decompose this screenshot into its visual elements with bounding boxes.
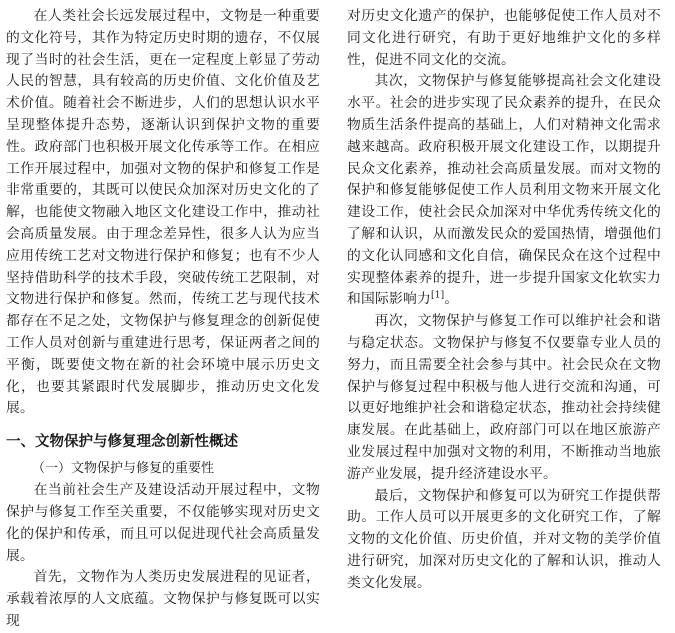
citation-marker: [1] [430, 290, 445, 301]
section-title: 一、文物保护与修复理念创新性概述 [6, 434, 238, 451]
third-point-paragraph: 再次，文物保护与修复工作可以维护社会和谐与稳定状态。文物保护与修复不仅要靠专业人员的努力，而且需要全社会参与其中。社会民众在文物保护与修复过程中积极与他人进行交流和沟通，可以更好地维护社会和谐稳定状态，推动社会持续健康发展。在此基础上，政府部门可以在地区旅游产业发展过程中加强对文物的利用，不断推动当地旅游产业发展，提升经济建设水平。 [347, 313, 661, 482]
second-point-end: 。 [444, 291, 459, 308]
first-point-paragraph: 首先，文物作为人类历史发展进程的见证者，承载着浓厚的人文底蕴。文物保护与修复既可以实现 [6, 569, 320, 629]
first-point-continued: 对历史文化遗产的保护，也能够促使工作人员对不同文化进行研究，有助于更好地维护文化的多样性，促进不同文化的交流。 [347, 8, 661, 68]
intro-paragraph: 在人类社会长远发展过程中，文物是一种重要的文化符号，其作为特定历史时期的遗存，不仅展现了当时的社会生活，更在一定程度上彰显了劳动人民的智慧，具有较高的历史价值、文化价值及艺术价值。随着社会不断进步，人们的思想认识水平呈现整体提升态势，逐渐认识到保护文物的重要性。政府部门也积极开展文化传承等工作。在相应工作开展过程中，加强对文物的保护和修复工作是非常重要的，其既可以使民众加深对历史文化的了解，也能使文物融入地区文化建设工作中，推动社会高质量发展。由于理念差异性，很多人认为应当应用传统工艺对文物进行保护和修复；也有不少人坚持借助科学的技术手段，突破传统工艺限制，对文物进行保护和修复。然而，传统工艺与现代技术都存在不足之处，文物保护与修复理念的创新促使工作人员对创新与重建进行思考，保证两者之间的平衡，既要使文物在新的社会环境中展示历史文化，也要其紧跟时代发展脚步，推动历史文化发展。 [6, 8, 320, 417]
second-point-paragraph [347, 71, 661, 311]
importance-paragraph: 在当前社会生产及建设活动开展过程中，文物保护与修复工作至关重要，不仅能够实现对历史文化的保护和传承，而且可以促进现代社会高质量发展。 [6, 482, 320, 564]
fourth-point-paragraph: 最后，文物保护和修复可以为研究工作提供帮助。工作人员可以开展更多的文化研究工作，了解文物的文化价值、历史价值，并对文物的美学价值进行研究，加深对历史文化的了解和认识，推动人类文化发展。 [347, 487, 661, 591]
right-column [347, 6, 661, 595]
second-point-text: 其次，文物保护与修复能够提高社会文化建设水平。社会的进步实现了民众素养的提升，在民众物质生活条件提高的基础上，人们对精神文化需求越来越高。政府积极开展文化建设工作，以期提升民众文化素养，推动社会高质量发展。而对文物的保护和修复能够促使工作人员利用文物来开展文化建设工作，使社会民众加深对中华优秀传统文化的了解和认识，从而激发民众的爱国热情，增强他们的文化认同感和文化自信，确保民众在这个过程中实现整体素养的提升，进一步提升国家文化软实力和国际影响力 [347, 73, 661, 308]
subsection-title: （一）文物保护与修复的重要性 [32, 461, 215, 477]
left-column [6, 6, 320, 633]
